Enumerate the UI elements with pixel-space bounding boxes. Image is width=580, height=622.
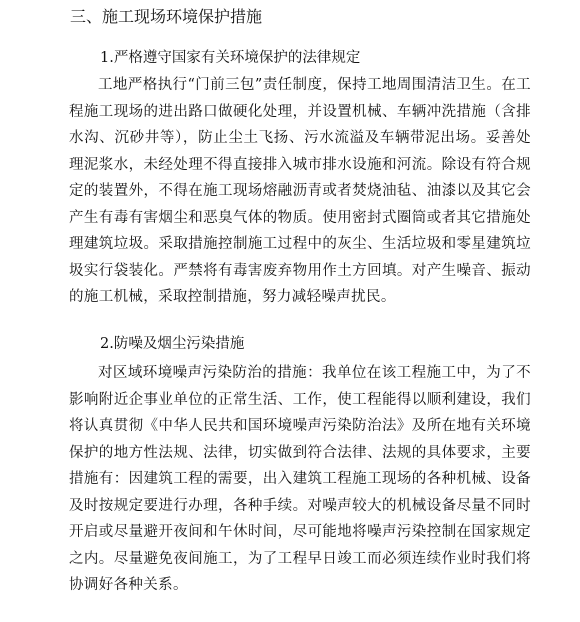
section-heading: 三、施工现场环境保护措施: [70, 7, 263, 26]
subsection-heading-noise-dust: 2.防噪及烟尘污染措施: [100, 336, 245, 352]
paragraph-legal-compliance: 工地严格执行“门前三包”责任制度，保持工地周围清洁卫生。在工程施工现场的进出路口做硬化处理，并设置机械、车辆冲洗措施（含排水沟、沉砂井等），防止尘土飞扬、污水流溢及车辆带泥出场。妥善处理泥浆水，未经处理不得直接排入城市排水设施和河流。除设有符合规定的装置外，不得在施工现场熔融沥青或者焚烧油毡、油漆以及其它会产生有毒有害烟尘和恶臭气体的物质。使用密封式圈筒或者其它措施处理建筑垃圾。采取措施控制施工过程中的灰尘、生活垃圾和零星建筑垃圾实行袋装化。严禁将有毒害废弃物用作土方回填。对产生噪音、振动的施工机械，采取控制措施，努力减轻噪声扰民。: [69, 77, 531, 305]
subsection-heading-legal-compliance: 1.严格遵守国家有关环境保护的法律规定: [100, 50, 361, 66]
paragraph-noise-dust: 对区域环境噪声污染防治的措施：我单位在该工程施工中，为了不影响附近企事业单位的正常生活、工作，使工程能得以顺利建设，我们将认真贯彻《中华人民共和国环境噪声污染防治法》及所在地有关环境保护的地方性法规、法律，切实做到符合法律、法规的具体要求，主要措施有：因建筑工程的需要，出入建筑工程施工现场的各种机械、设备及时按规定要进行办理，各种手续。对噪声较大的机械设备尽量不同时开启或尽量避开夜间和午休时间，尽可能地将噪声污染控制在国家规定之内。尽量避免夜间施工，为了工程早日竣工而必须连续作业时我们将协调好各种关系。: [69, 365, 531, 593]
